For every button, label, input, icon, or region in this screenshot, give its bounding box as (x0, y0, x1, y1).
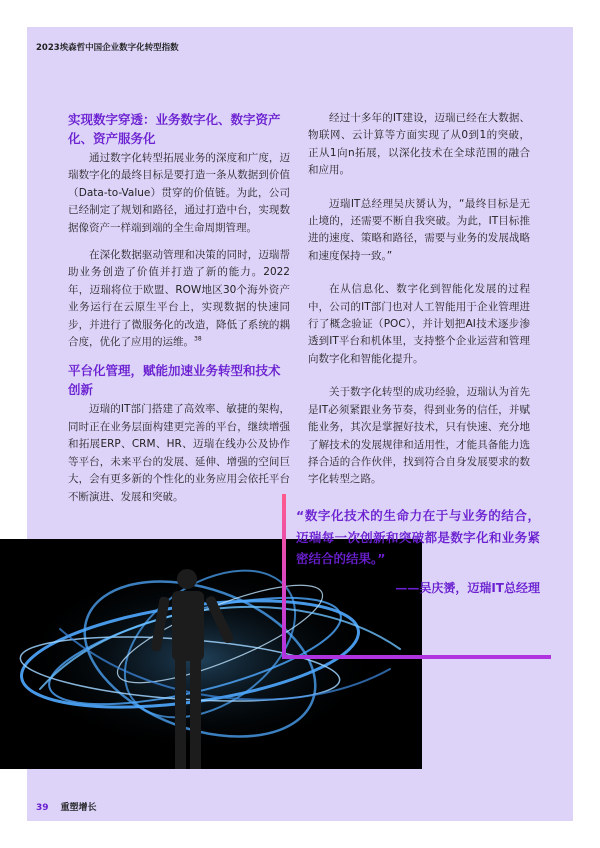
right-column (308, 110, 530, 505)
footer-section: 重塑增长 (60, 803, 97, 813)
paragraph: 迈瑞的IT部门搭建了高效率、敏捷的架构，同时正在业务层面构建更完善的平台，继续增强和拓展ERP、CRM、HR、迈瑞在线办公及协作等平台，未来平台的发展、延伸、增强的空间巨大，会有更多新的个性化的业务应用会依托平台不断演进、发展和突破。 (68, 403, 290, 503)
section-title-platform-management: 平台化管理，赋能加速业务转型和技术创新 (68, 363, 281, 398)
section-title-digital-penetration: 实现数字穿透：业务数字化、数字资产化、资产服务化 (68, 112, 281, 146)
paragraph: 经过十多年的IT建设，迈瑞已经在大数据、物联网、云计算等方面实现了从0到1的突破，正从1向n拓展，以深化技术在全球范围的融合和应用。 (308, 112, 530, 177)
paragraph: 迈瑞IT总经理吴庆赟认为，“最终目标是无止境的，还需要不断自我突破。为此，IT目标推进的速度、策略和路径，需要与业务的发展战略和速度保持一致。” (308, 197, 530, 262)
paragraph: 在从信息化、数字化到智能化发展的过程中，公司的IT部门也对人工智能用于企业管理进行了概念验证（POC），并计划把AI技术逐步渗透到IT平台和机体里，支持整个企业运营和管理向数字化和智能化提升。 (308, 283, 530, 365)
left-column (68, 110, 290, 522)
paragraph (68, 247, 290, 351)
page-number: 39 (36, 803, 49, 813)
quote-attribution: ——吴庆赟，迈瑞IT总经理 (395, 580, 540, 595)
quote-underline (282, 655, 551, 659)
paragraph-text: 在深化数据驱动管理和决策的同时，迈瑞帮助业务创造了价值并打造了新的能力。2022年，迈瑞将位于欧盟、ROW地区30个海外资产业务运行在云原生平台上，实现数据的快速同步，并进行了微服务化的改造，降低了系统的耦合度，优化了应用的运维。 (68, 249, 290, 349)
footnote-ref: 38 (194, 335, 202, 343)
paragraph: 通过数字化转型拓展业务的深度和广度，迈瑞数字化的最终目标是要打造一条从数据到价值（Data-to-Value）贯穿的价值链。为此，公司已经制定了规划和路径，通过打造中台，实现数据像资产一样端到端的全生命周期管理。 (68, 152, 290, 234)
running-header: 2023埃森哲中国企业数字化转型指数 (36, 43, 179, 53)
paragraph: 关于数字化转型的成功经验，迈瑞认为首先是IT必须紧跟业务节奏，得到业务的信任，并赋能业务，其次是掌握好技术，只有快速、充分地了解技术的发展规律和适用性，才能具备能力选择合适的合作伙伴，找到符合自身发展要求的数字化转型之路。 (308, 386, 530, 486)
pull-quote (296, 505, 540, 596)
quote-accent-bar (282, 494, 286, 658)
page-footer (36, 800, 97, 813)
quote-text: “数字化技术的生命力在于与业务的结合，迈瑞每一次创新和突破都是数字化和业务紧密结合的结果。” (296, 508, 540, 566)
